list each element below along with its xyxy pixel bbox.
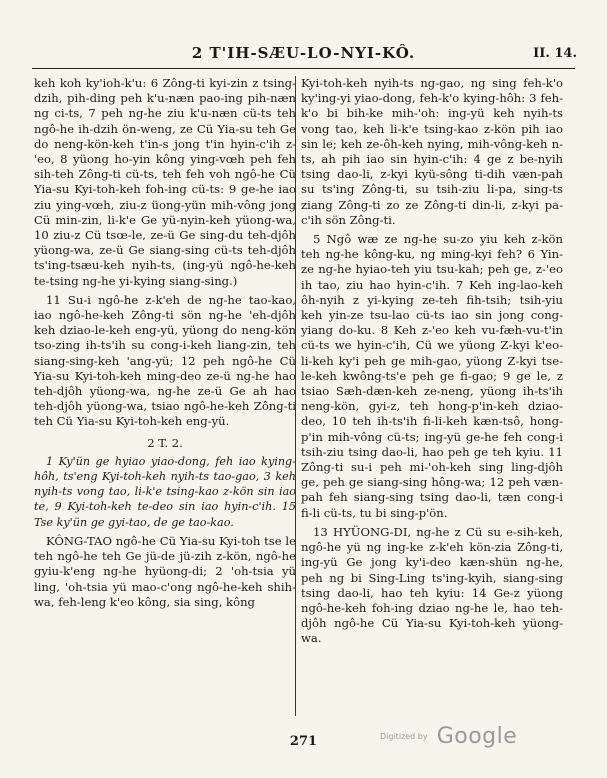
paragraph: keh koh ky'ioh-k'u: 6 Zông-ti kyi-zin z tsing-dzih, pih-ding peh k'u-næn pao-ing pih-næn ng ci-ts, 7 peh ng-he ziu k'u-næn cü-ts teh ngô-he ih-dzih ön-weng, ze Cü Yia-su teh Ge do neng-kön-keh t'in-s jong t'in hyin-c'ih z-'eo, 8 yüong ho-yin kông ying-vœh peh feh sih-teh Zông-ti cü-ts, teh feh voh ngô-he Cü Yia-su Kyi-toh-keh foh-ing cü-ts: 9 ge-he iao ziu ying-vœh, ziu-z üong-yün mih-vông jong Cü min-zin, li-k'e Ge yü-nyin-keh yüong-wa, 10 ziu-z Cü tsœ-le, ze-ü Ge sing-du teh-djôh yüong-wa, ze-ü Ge siang-sing cü-ts teh-djôh ts'ing-tsæu-keh nyih-ts, (ing-yü ngô-he-keh te-tsing ng-he yi-kying siang-sing.)	[34, 76, 296, 288]
column-divider	[295, 76, 296, 716]
google-logo: Google	[436, 724, 518, 749]
right-column	[301, 76, 563, 721]
paragraph: 11 Su-i ngô-he z-k'eh de ng-he tao-kao, iao ngô-he-keh Zông-ti sön ng-he 'eh-djôh keh dziao-le-keh eng-yü, yüong do neng-kön tso-zing ih-ts'ih su cong-i-keh liang-zin, teh siang-sing-keh 'ang-yü; 12 peh ngô-he Cü Yia-su Kyi-toh-keh ming-deo ze-ü ng-he hao teh-djôh yüong-wa, ng-he ze-ü Ge ah hao teh-djôh yüong-wa, tsiao ngô-he-keh Zông-ti teh Cü Yia-su Kyi-toh-keh eng-yü.	[34, 292, 296, 429]
page-title: 2 T'IH-SÆU-LO-NYI-KÔ.	[191, 44, 416, 62]
paragraph: 13 HYÜONG-DI, ng-he z Cü su e-sih-keh, ngô-he yü ng ing-ke z-k'eh kön-zia Zông-ti, ing-yü Ge jong ky'i-deo kæn-shün ng-he, peh ng bi Sing-Ling ts'ing-kyih, siang-sing tsing dao-li, hao teh kyiu: 14 Ge-z yüong ngô-he-keh foh-ing dziao ng-he le, hao teh-djôh ngô-he Cü Yia-su Kyi-toh-keh yüong-wa.	[301, 524, 563, 646]
paragraph: KÔNG-TAO ngô-he Cü Yia-su Kyi-toh tse le teh ngô-he teh Ge jü-de jü-zih z-kön, ngô-he gyiu-k'eng ng-he hyüong-di; 2 'oh-tsia yü ling, 'oh-tsia yü mao-c'ong ngô-he-keh shih-wa, feh-leng k'eo kông, sia sing, kông	[34, 533, 296, 609]
page-number: 271	[289, 734, 318, 749]
chapter-verse-ref: II. 14.	[533, 46, 577, 61]
paragraph: Kyi-toh-keh nyih-ts ng-gao, ng sing feh-k'o ky'ing-yi yiao-dong, feh-k'o kying-hôh: 3 feh-k'o bi bih-ke mih-'oh: ing-yü keh nyih-ts vong tao, keh li-k'e tsing-kao z-kön pih iao sin le; keh ze-ôh-keh nying, mih-vông-keh n-ts, ah pih iao sin hyin-c'ih: 4 ge z be-nyih tsing dao-li, z-kyi kyü-sông ti-dih væn-pah su ts'ing Zông-ti, su tsih-ziu li-pa, sing-ts ziang Zông-ti zo ze Zông-ti din-li, z-kyi pa-c'ih sön Zông-ti.	[301, 76, 563, 227]
left-column	[34, 76, 296, 721]
digitization-watermark	[380, 724, 517, 749]
chapter-summary: 1 Ky'ün ge hyiao yiao-dong, feh iao kying-hôh, ts'eng Kyi-toh-keh nyih-ts tao-gao, 3 keh nyih-ts vong tao, li-k'e tsing-kao z-kön sin iao te, 9 Kyi-toh-keh te-deo sin iao hyin-c'ih. 15 Tse ky'ün ge gyi-tao, de ge tao-kao.	[34, 454, 296, 529]
running-header	[30, 44, 577, 66]
header-rule	[32, 68, 575, 69]
paragraph: 5 Ngô wæ ze ng-he su-zo yiu keh z-kön teh ng-he kông-ku, ng ming-kyi feh? 6 Yin-ze ng-he hyiao-teh yiu tsu-kah; peh ge, z-'eo ih tao, ziu hao hyin-c'ih. 7 Keh ing-lao-keh ôh-nyih z yi-kying ze-teh fih-tsih; tsih-yiu keh yin-ze tsu-lao cü-ts iao sin jong cong-yiang do-ku. 8 Keh z-'eo keh vu-fæh-vu-t'in cü-ts we hyin-c'ih, Cü we yüong Z-kyi k'eo-li-keh ky'i peh ge mih-gao, yüong Z-kyi tse-le-keh kwông-ts'e peh ge fi-gao; 9 ge le, z tsiao Sæh-dæn-keh ze-neng, yüong ih-ts'ih neng-kön, gyi-z, teh hong-p'in-keh dziao-deo, 10 teh ih-ts'ih fi-li-keh kæn-tsô, hong-p'in mih-vông cü-ts; ing-yü ge-he feh cong-i tsih-ziu tsing dao-li, hao peh ge teh kyiu. 11 Zông-ti su-i peh mi-'oh-keh sing ling-djôh ge, peh ge siang-sing hông-wa; 12 peh væn-pah feh siang-sing tsing dao-li, tæn cong-i fi-li cü-ts, tu bi sing-p'ön.	[301, 232, 563, 520]
chapter-label: 2 T. 2.	[147, 435, 183, 450]
watermark-caption: Digitized by	[380, 732, 428, 741]
